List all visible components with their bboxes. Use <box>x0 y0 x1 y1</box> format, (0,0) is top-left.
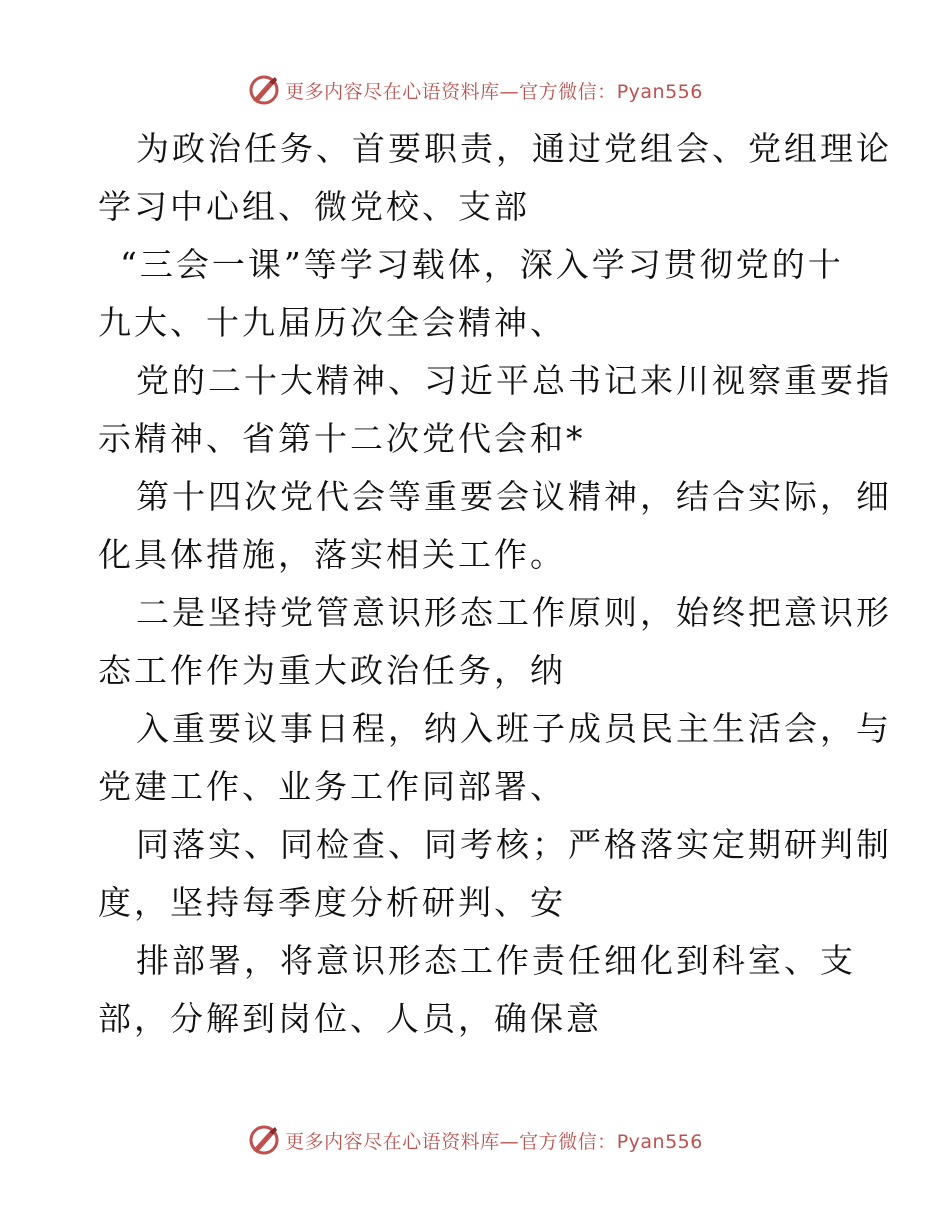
banner-wechat-label: 官方微信： <box>519 80 617 103</box>
header-banner <box>0 70 950 110</box>
banner-wechat-id: Pyan556 <box>616 1130 703 1153</box>
paragraph <box>98 932 858 1048</box>
paragraph <box>98 352 892 468</box>
paragraph-continuation: 度，坚持每季度分析研判、安 <box>98 883 566 922</box>
paragraph-continuation: 学习中心组、微党校、支部 <box>98 187 530 226</box>
pen-logo-icon <box>247 73 281 107</box>
paragraph-first-line: 二是坚持党管意识形态工作原则，始终把意识形 <box>136 593 892 632</box>
paragraph <box>98 816 892 932</box>
paragraph-continuation: 态工作作为重大政治任务，纳 <box>98 651 566 690</box>
paragraph-first-line: 为政治任务、首要职责，通过党组会、党组理论 <box>136 129 892 168</box>
paragraph <box>98 700 892 816</box>
paragraph-continuation: 党建工作、业务工作同部署、 <box>98 767 566 806</box>
paragraph-first-line: 同落实、同检查、同考核；严格落实定期研判制 <box>136 825 892 864</box>
banner-dash: — <box>499 80 520 103</box>
paragraph-first-line: 党的二十大精神、习近平总书记来川视察重要指 <box>136 361 892 400</box>
paragraph-first-line: 入重要议事日程，纳入班子成员民主生活会，与 <box>136 709 892 748</box>
banner-slogan: 更多内容尽在心语资料库 <box>285 80 500 103</box>
paragraph-continuation: 示精神、省第十二次党代会和* <box>98 419 586 458</box>
banner-text <box>285 1127 703 1154</box>
banner-wechat-id: Pyan556 <box>616 80 703 103</box>
banner-dash: — <box>499 1130 520 1153</box>
pen-logo-icon <box>247 1123 281 1157</box>
paragraph-first-line: 第十四次党代会等重要会议精神，结合实际，细 <box>136 477 892 516</box>
banner-wechat-label: 官方微信： <box>519 1130 617 1153</box>
paragraph <box>98 120 892 236</box>
paragraph <box>98 236 858 352</box>
footer-banner <box>0 1120 950 1160</box>
paragraph-first-line: “三会一课”等学习载体，深入学习贯彻党的十 <box>120 245 844 284</box>
paragraph <box>98 584 892 700</box>
paragraph-continuation: 化具体措施，落实相关工作。 <box>98 535 566 574</box>
paragraph-continuation: 九大、十九届历次全会精神、 <box>98 303 566 342</box>
banner-text <box>285 77 703 104</box>
paragraph-continuation: 部，分解到岗位、人员，确保意 <box>98 999 602 1038</box>
paragraph <box>98 468 892 584</box>
document-body <box>98 120 892 1048</box>
banner-slogan: 更多内容尽在心语资料库 <box>285 1130 500 1153</box>
paragraph-first-line: 排部署，将意识形态工作责任细化到科室、支 <box>136 941 856 980</box>
